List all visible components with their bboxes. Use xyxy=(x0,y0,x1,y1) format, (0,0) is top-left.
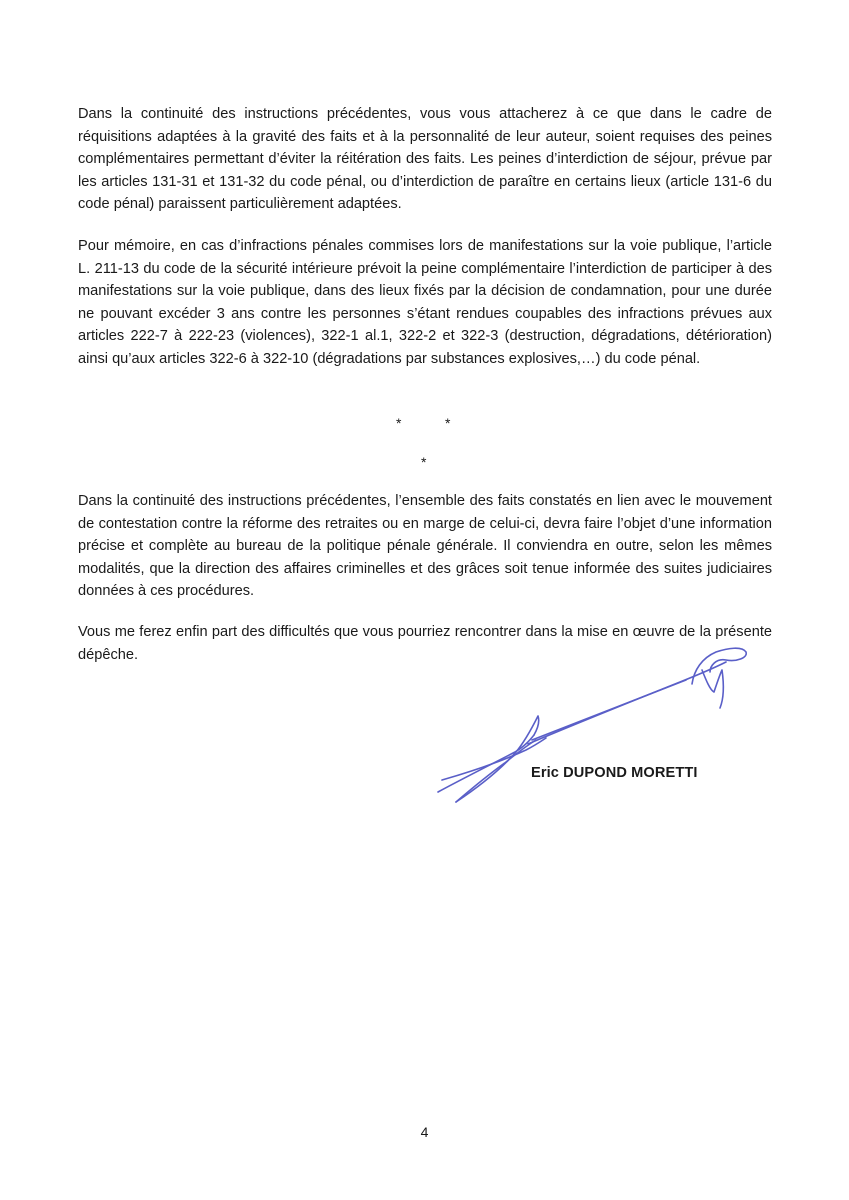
separator-star: * xyxy=(396,415,402,431)
separator-star: * xyxy=(421,454,427,470)
paragraph-closing: Vous me ferez enfin part des difficultés que vous pourriez rencontrer dans la mise en œuvre de la présente dépêche. xyxy=(78,624,772,663)
separator-star: * xyxy=(445,415,451,431)
paragraph-complementary-penalties: Dans la continuité des instructions précédentes, vous vous attacherez à ce que dans le cadre de réquisitions adaptées à la gravité des faits et à la personnalité de leur auteur, soient requises des peines complémentaires permettant d’éviter la réitération des faits. Les peines d’interdiction de séjour, prévue par les articles 131-31 et 131-32 du code pénal, ou d’interdiction de paraître en certains lieux (article 131-6 du code pénal) paraissent particulièrement adaptées. xyxy=(78,106,772,213)
signer-name: Eric DUPOND MORETTI xyxy=(531,765,698,781)
handwritten-signature xyxy=(430,640,760,810)
paragraph-information-reporting: Dans la continuité des instructions précédentes, l’ensemble des faits constatés en lien avec le mouvement de contestation contre la réforme des retraites ou en marge de celui-ci, devra faire l’objet d’une information précise et complète au bureau de la politique pénale générale. Il conviendra en outre, selon les mêmes modalités, que la direction des affaires criminelles et des grâces soit tenue informée des suites judiciaires données à ces procédures. xyxy=(78,493,772,600)
page-number: 4 xyxy=(420,1124,429,1140)
paragraph-reminder-article: Pour mémoire, en cas d’infractions pénales commises lors de manifestations sur la voie publique, l’article L. 211-13 du code de la sécurité intérieure prévoit la peine complémentaire l’interdiction de participer à des manifestations sur la voie publique, dans des lieux fixés par la décision de condamnation, pour une durée ne pouvant excéder 3 ans contre les personnes s’étant rendues coupables des infractions prévues aux articles 222-7 à 222-23 (violences), 322-1 al.1, 322-2 et 322-3 (destruction, dégradations, détérioration) ainsi qu’aux articles 322-6 à 322-10 (dégradations par substances explosives,…) du code pénal. xyxy=(78,238,772,367)
